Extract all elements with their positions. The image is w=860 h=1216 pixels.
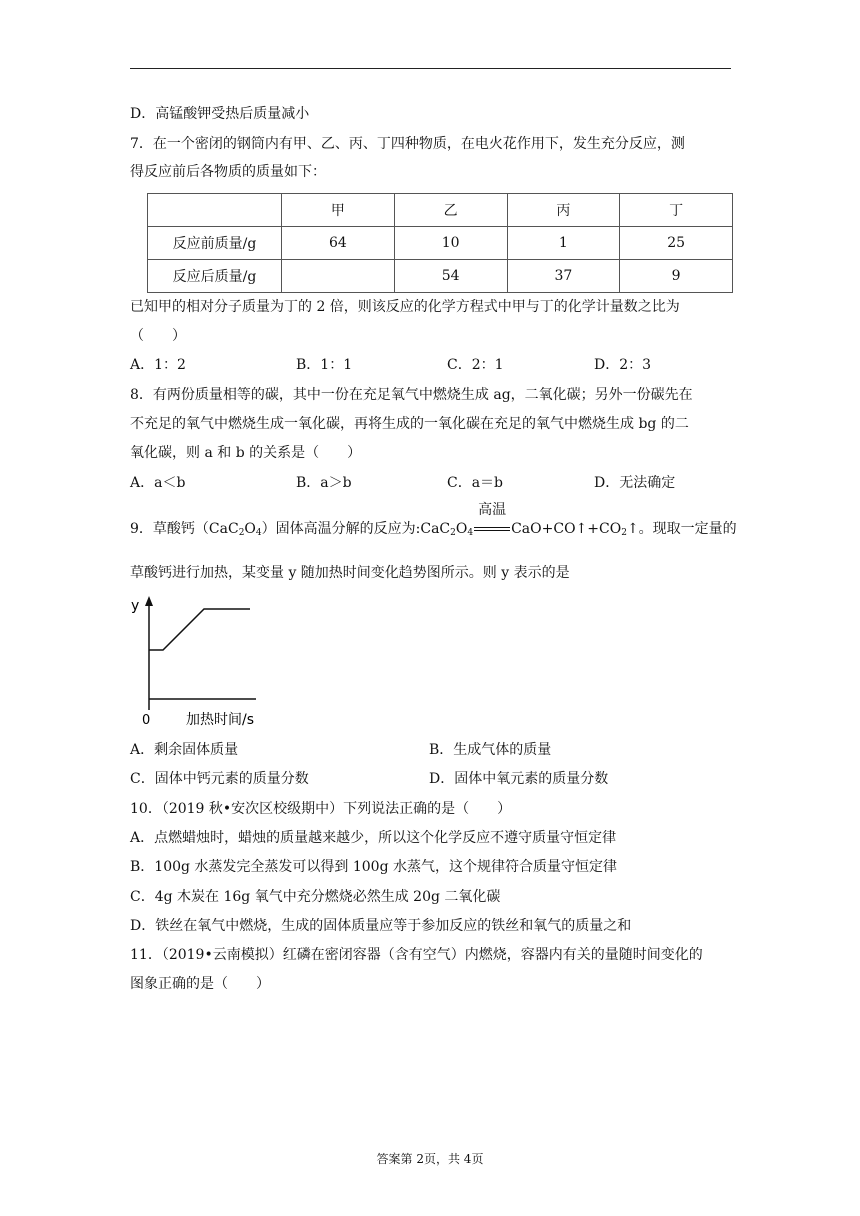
table-cell: 25: [620, 227, 733, 260]
q9-subscript: 2: [450, 528, 456, 538]
q11-stem-line1: 11．（2019•云南模拟）红磷在密闭容器（含有空气）内燃烧，容器内有关的量随时间变化的: [130, 947, 703, 963]
page-footer: 答案第 2页，共 4页: [376, 1152, 484, 1166]
origin-label: 0: [142, 713, 151, 728]
q10-option-a: A．点燃蜡烛时，蜡烛的质量越来越少，所以这个化学反应不遵守质量守恒定律: [130, 830, 617, 846]
q7-option-c: C．2：1: [447, 357, 504, 373]
q10-option-c: C．4g 木炭在 16g 氧气中充分燃烧必然生成 20g 二氧化碳: [130, 889, 501, 905]
table-header-cell: 甲: [282, 194, 395, 227]
q8-stem-line3: 氧化碳，则 a 和 b 的关系是（ ）: [130, 445, 362, 461]
q9-prefix: 9．草酸钙（CaC: [130, 521, 239, 537]
q7-option-b: B．1：1: [296, 357, 353, 373]
y-axis-label: y: [131, 598, 140, 614]
q8-option-a: A．a＜b: [130, 475, 186, 491]
q9-option-b: B．生成气体的质量: [429, 742, 552, 758]
x-axis-label: 加热时间/s: [186, 712, 255, 728]
q9-stem-line2: 草酸钙进行加热，某变量 y 随加热时间变化趋势图所示。则 y 表示的是: [130, 565, 570, 581]
q8-option-c: C．a＝b: [447, 475, 504, 491]
q8-option-d: D．无法确定: [594, 475, 676, 491]
table-cell: 9: [620, 260, 733, 293]
q9-text: O: [244, 521, 256, 537]
table-cell: 反应前质量/g: [148, 227, 282, 260]
q9-text: O: [455, 521, 468, 537]
q10-option-b: B．100g 水蒸发完全蒸发可以得到 100g 水蒸气，这个规律符合质量守恒定律: [130, 859, 618, 875]
table-row: [148, 260, 733, 293]
q9-text: ）固体高温分解的反应为:CaC: [261, 521, 451, 537]
q7-stem-line3: 已知甲的相对分子质量为丁的 2 倍，则该反应的化学方程式中甲与丁的化学计量数之比为: [130, 299, 680, 315]
q11-stem-line2: 图象正确的是（ ）: [130, 976, 270, 992]
q10-option-d: D．铁丝在氧气中燃烧，生成的固体质量应等于参加反应的铁丝和氧气的质量之和: [130, 918, 632, 934]
table-header-cell: 乙: [394, 194, 507, 227]
table-header-cell: 丁: [620, 194, 733, 227]
table-cell: 反应后质量/g: [148, 260, 282, 293]
q9-option-a: A．剩余固体质量: [130, 742, 239, 758]
q9-subscript: 2: [238, 528, 245, 538]
table-header-cell: [148, 194, 282, 227]
q9-subscript: 4: [467, 528, 474, 538]
q8-stem-line2: 不充足的氧气中燃烧生成一氧化碳，再将生成的一氧化碳在充足的氧气中燃烧生成 bg 的二: [130, 416, 689, 432]
q7-stem-line1: 7．在一个密闭的钢筒内有甲、乙、丙、丁四种物质，在电火花作用下，发生充分反应，测: [130, 136, 685, 152]
q7-stem-line2: 得反应前后各物质的质量如下：: [130, 164, 326, 180]
table-cell: 10: [394, 227, 507, 260]
q9-subscript: 4: [255, 528, 262, 538]
table-header-cell: 丙: [507, 194, 620, 227]
table-cell: 1: [507, 227, 620, 260]
reaction-condition: 高温: [478, 502, 507, 518]
y-vs-time-graph: [128, 592, 278, 730]
table-row: [148, 227, 733, 260]
table-cell: 37: [507, 260, 620, 293]
mass-table: [147, 193, 733, 293]
header-rule: [130, 68, 731, 69]
q9-option-d: D．固体中氧元素的质量分数: [429, 771, 609, 787]
q9-suffix: ↑。现取一定量的: [626, 521, 737, 537]
q7-option-a: A．1：2: [130, 357, 186, 373]
table-cell: [282, 260, 395, 293]
q9-subscript: 2: [621, 528, 627, 538]
q9-option-c: C．固体中钙元素的质量分数: [130, 771, 309, 787]
q8-stem-line1: 8．有两份质量相等的碳，其中一份在充足氧气中燃烧生成 ag，二氧化碳；另外一份碳先在: [130, 387, 693, 403]
q10-stem: 10．（2019 秋•安次区校级期中）下列说法正确的是（ ）: [130, 801, 512, 817]
q7-answer-paren: （ ）: [130, 328, 186, 344]
reaction-condition-arrow: [473, 502, 511, 539]
q6-option-d: D．高锰酸钾受热后质量减小: [130, 106, 310, 122]
table-header-row: [148, 194, 733, 227]
q8-option-b: B．a＞b: [296, 475, 352, 491]
equals-bar: [474, 527, 510, 531]
table-cell: 54: [394, 260, 507, 293]
table-cell: 64: [282, 227, 395, 260]
q7-option-d: D．2：3: [594, 357, 652, 373]
q9-stem-line1: [130, 502, 737, 543]
q9-products: CaO+CO↑+CO: [511, 521, 622, 537]
